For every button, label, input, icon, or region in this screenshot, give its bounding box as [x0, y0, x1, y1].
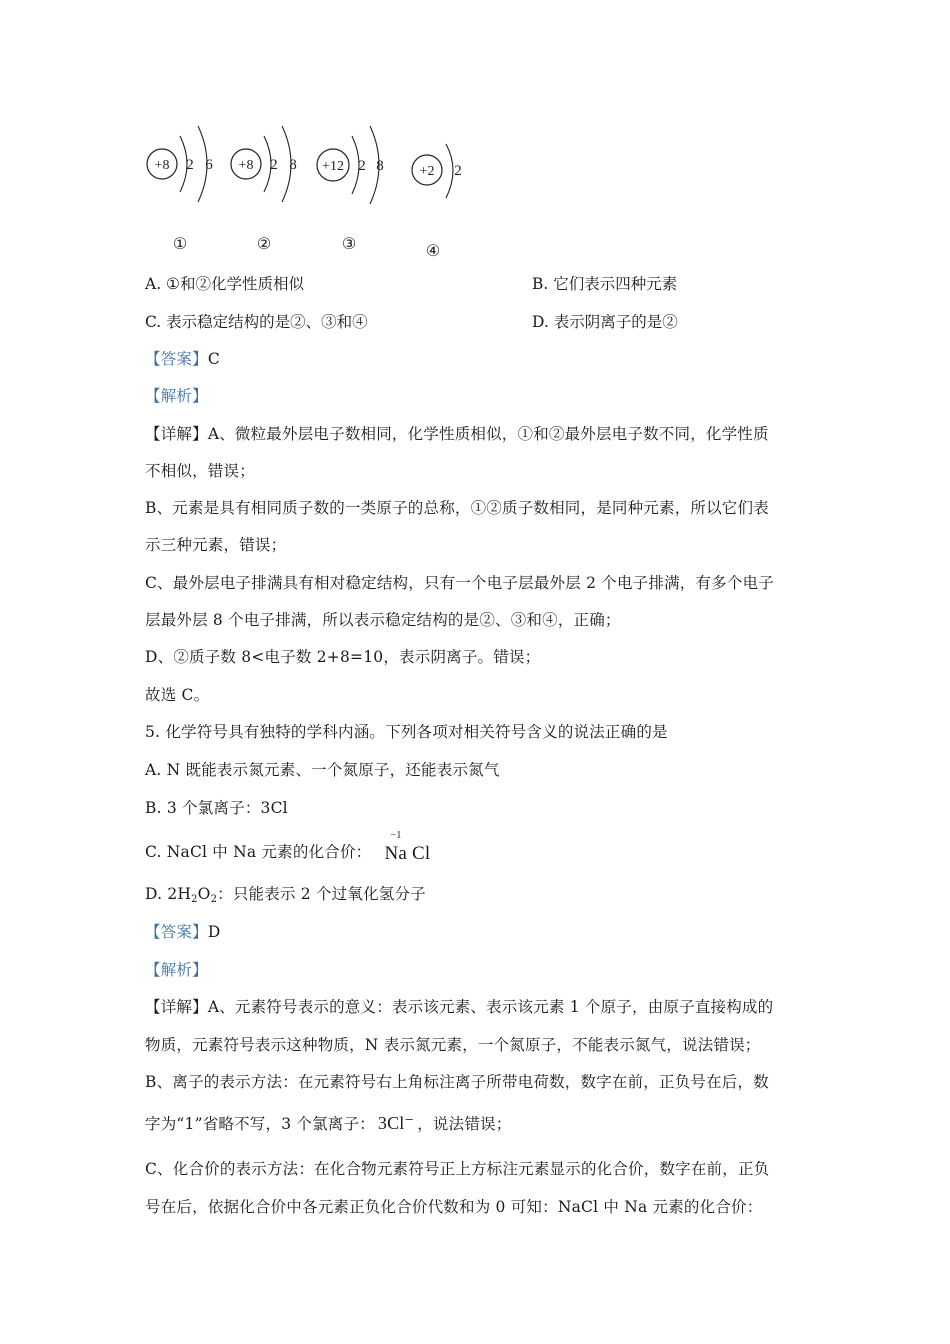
q4-detail-line-1: [145, 422, 769, 444]
formula-text: Na Cl: [384, 843, 431, 864]
q4-detail-line-7: D、②质子数 8<电子数 2+8=10，表示阴离子。错误；: [145, 648, 541, 666]
analysis-tag: 【解析】: [145, 961, 208, 979]
na-valence-formula: [384, 830, 431, 865]
q5-analysis-tag: [145, 958, 208, 980]
q5-answer: [145, 920, 220, 942]
q5-option-d: [145, 882, 426, 905]
q5-detail-line-6: 号在后，依据化合价中各元素正负化合价代数和为 0 可知：NaCl 中 Na 元素的化合价：: [145, 1198, 763, 1216]
line-b2-post: ，说法错误；: [417, 1115, 512, 1133]
q4-detail-line-6: 层最外层 8 个电子排满，所以表示稳定结构的是②、③和④，正确；: [145, 611, 621, 629]
q5-option-a: A. N 既能表示氮元素、一个氮原子，还能表示氮气: [145, 761, 500, 779]
atom-3-shell-1: 2: [358, 158, 366, 174]
q4-detail-line-8: 故选 C。: [145, 686, 210, 704]
q4-answer: [145, 347, 220, 369]
q5-option-c-text: C. NaCl 中 Na 元素的化合价：: [145, 843, 372, 861]
q5-detail-line-4: [145, 1112, 511, 1134]
q5-option-d-sub1: 2: [191, 894, 198, 905]
q4-detail-line-4: 示三种元素，错误；: [145, 536, 287, 554]
q4-detail-line-2: 不相似，错误；: [145, 462, 255, 480]
detail-text: A、元素符号表示的意义：表示该元素、表示该元素 1 个原子，由原子直接构成的: [207, 998, 774, 1016]
q5-option-d-sub2: 2: [210, 894, 218, 905]
detail-tag: 【详解】: [145, 425, 208, 443]
answer-tag: 【答案】: [145, 923, 208, 941]
chloride-ion-formula: 3Cl⁻: [377, 1113, 415, 1133]
q4-option-b: B. 它们表示四种元素: [532, 275, 678, 293]
q4-option-d: D. 表示阴离子的是②: [532, 313, 678, 331]
atom-2-shell-2: 8: [289, 157, 297, 173]
atom-1-nucleus: +8: [154, 158, 170, 173]
q5-option-d-pre: D. 2H: [145, 885, 192, 903]
q4-option-c: C. 表示稳定结构的是②、③和④: [145, 313, 368, 331]
q5-option-b: B. 3 个氯离子：3Cl: [145, 799, 288, 817]
q5-option-d-mid: O: [197, 885, 211, 903]
atom-4-nucleus: +2: [419, 164, 435, 179]
q5-detail-line-5: C、化合价的表示方法：在化合物元素符号正上方标注元素显示的化合价，数字在前，正负: [145, 1160, 770, 1178]
atom-3-nucleus: +12: [322, 159, 344, 174]
q4-detail-line-5: C、最外层电子排满具有相对稳定结构，只有一个电子层最外层 2 个电子排满，有多个电子: [145, 574, 774, 592]
q5-option-c: [145, 830, 431, 864]
atom-2: [231, 126, 297, 253]
atom-1-shell-1: 2: [186, 157, 194, 173]
q5-option-d-post: ：只能表示 2 个过氧化氢分子: [217, 885, 426, 903]
atom-1-shell-2: 6: [205, 157, 213, 173]
atom-2-nucleus: +8: [238, 158, 254, 173]
atom-2-shell-1: 2: [270, 157, 278, 173]
detail-text: A、微粒最外层电子数相同，化学性质相似，①和②最外层电子数不同，化学性质: [207, 425, 769, 443]
valence-mark: −1: [390, 830, 402, 841]
analysis-tag: 【解析】: [145, 387, 208, 405]
atom-3-shell-2: 8: [376, 158, 384, 174]
q5-detail-line-2: 物质，元素符号表示这种物质，N 表示氮元素，一个氮原子，不能表示氮气，说法错误；: [145, 1036, 761, 1054]
line-b2-pre: 字为“1”省略不写，3 个氯离子：: [145, 1115, 375, 1133]
q4-detail-line-3: B、元素是具有相同质子数的一类原子的总称，①②质子数相同，是同种元素，所以它们表: [145, 499, 769, 517]
q5-stem: 5. 化学符号具有独特的学科内涵。下列各项对相关符号含义的说法正确的是: [145, 723, 668, 741]
q4-analysis-tag: [145, 384, 208, 406]
answer-value: C: [207, 350, 220, 368]
atom-1: [147, 126, 213, 253]
answer-value: D: [207, 923, 221, 941]
atom-1-label: ①: [172, 236, 188, 253]
q4-option-a: A. ①和②化学性质相似: [145, 275, 304, 293]
q5-detail-line-3: B、离子的表示方法：在元素符号右上角标注离子所带电荷数，数字在前，正负号在后，数: [145, 1073, 769, 1091]
atom-3-label: ③: [341, 236, 357, 253]
answer-tag: 【答案】: [145, 350, 208, 368]
q5-detail-line-1: [145, 995, 773, 1017]
atom-4: [412, 144, 462, 260]
atom-4-label: ④: [425, 243, 441, 260]
detail-tag: 【详解】: [145, 998, 208, 1016]
atom-2-label: ②: [256, 236, 272, 253]
atom-3: [317, 126, 384, 253]
atom-4-shell-1: 2: [454, 163, 462, 179]
atomic-structure-diagram: [140, 118, 480, 268]
